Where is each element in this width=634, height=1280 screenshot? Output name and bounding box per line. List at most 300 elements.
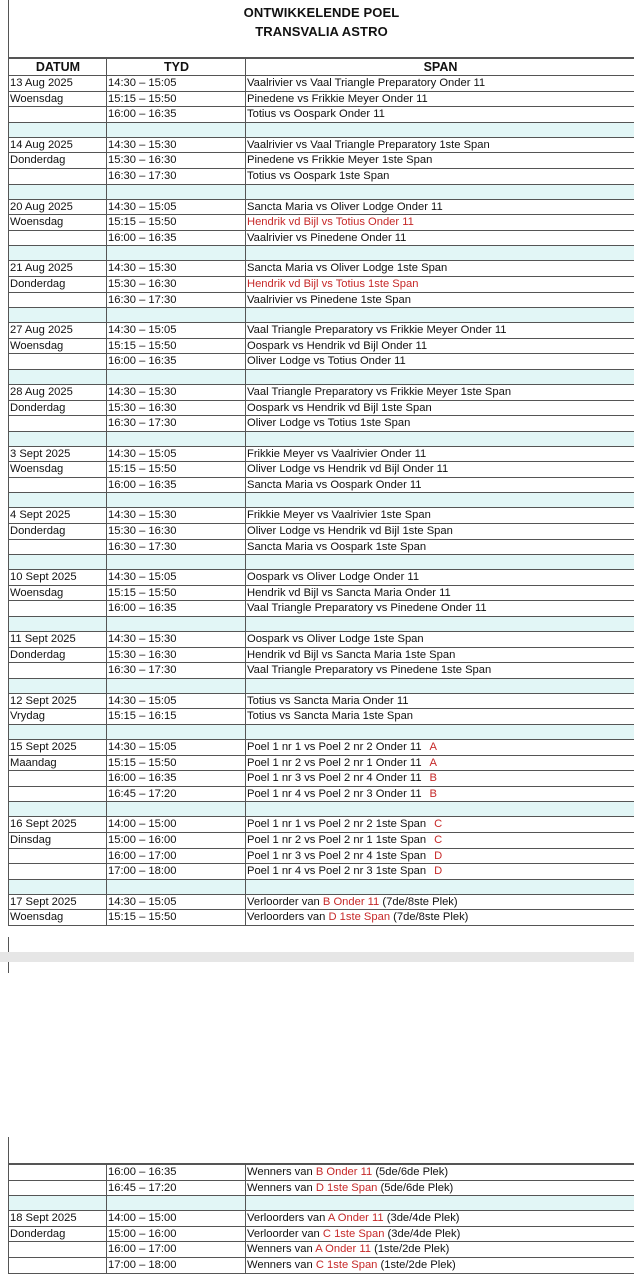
schedule-table-continued — [8, 1164, 634, 1274]
time-cell: 15:30 – 16:30 — [107, 400, 246, 416]
spacer-row — [9, 555, 634, 570]
spacer-row — [9, 184, 634, 199]
time-cell: 16:00 – 17:00 — [107, 848, 246, 864]
match-text: Vaalrivier vs Vaal Triangle Preparatory 1ste Span — [247, 138, 490, 151]
date-cell: 20 Aug 2025 — [9, 199, 107, 215]
date-cell — [9, 354, 107, 370]
time-cell: 16:30 – 17:30 — [107, 416, 246, 432]
match-row — [9, 524, 634, 540]
match-cell — [246, 446, 634, 462]
match-text: Poel 1 nr 2 vs Poel 2 nr 1 1ste Span — [247, 833, 427, 846]
match-suffix: (3de/4de Plek) — [383, 1212, 460, 1225]
spacer-row — [9, 678, 634, 693]
match-text: Hendrik vd Bijl vs Totius 1ste Span — [247, 277, 419, 290]
match-prefix: Wenners van — [247, 1181, 316, 1194]
date-cell — [9, 1257, 107, 1273]
time-cell: 14:30 – 15:30 — [107, 508, 246, 524]
spacer-cell — [9, 493, 107, 508]
match-row — [9, 647, 634, 663]
match-text: Vaal Triangle Preparatory vs Pinedene 1ste Span — [247, 664, 492, 677]
match-text: Poel 1 nr 1 vs Poel 2 nr 2 Onder 11 — [247, 741, 422, 753]
time-cell: 15:30 – 16:30 — [107, 153, 246, 169]
match-text: Poel 1 nr 3 vs Poel 2 nr 4 1ste Span — [247, 849, 427, 862]
match-suffix: (5de/6de Plek) — [377, 1181, 454, 1194]
match-row — [9, 817, 634, 833]
match-row — [9, 709, 634, 725]
spacer-cell — [107, 879, 246, 894]
match-row — [9, 755, 634, 771]
match-prefix: Verloorders van — [247, 1212, 328, 1225]
match-row — [9, 384, 634, 400]
match-cell — [246, 709, 634, 725]
match-cell — [246, 524, 634, 540]
match-cell — [246, 400, 634, 416]
schedule-body — [9, 76, 634, 926]
spacer-cell — [246, 802, 634, 817]
match-text: Oliver Lodge vs Totius Onder 11 — [247, 355, 406, 368]
date-cell — [9, 1165, 107, 1181]
date-cell: Donderdag — [9, 524, 107, 540]
date-cell: Woensdag — [9, 585, 107, 601]
time-cell: 16:00 – 16:35 — [107, 771, 246, 787]
spacer-cell — [9, 617, 107, 632]
time-cell: 14:30 – 15:05 — [107, 323, 246, 339]
date-cell — [9, 230, 107, 246]
match-cell — [246, 1226, 634, 1242]
spacer-cell — [9, 369, 107, 384]
match-row — [9, 848, 634, 864]
date-cell — [9, 848, 107, 864]
date-cell — [9, 771, 107, 787]
spacer-cell — [246, 184, 634, 199]
time-cell: 15:30 – 16:30 — [107, 647, 246, 663]
spacer-row — [9, 122, 634, 137]
match-text: Poel 1 nr 2 vs Poel 2 nr 1 Onder 11 — [247, 756, 422, 769]
match-row — [9, 894, 634, 910]
match-text: Oospark vs Hendrik vd Bijl 1ste Span — [247, 401, 432, 414]
schedule-page-2 — [8, 1137, 634, 1274]
spacer-cell — [9, 1196, 107, 1211]
time-cell: 16:30 – 17:30 — [107, 292, 246, 308]
spacer-cell — [9, 802, 107, 817]
time-cell: 16:45 – 17:20 — [107, 1180, 246, 1196]
match-cell — [246, 323, 634, 339]
spacer-cell — [246, 555, 634, 570]
match-cell — [246, 292, 634, 308]
match-highlight: C 1ste Span — [315, 1258, 378, 1271]
spacer-cell — [107, 369, 246, 384]
title-line-1: ONTWIKKELENDE POEL — [243, 5, 400, 20]
date-cell — [9, 416, 107, 432]
time-cell: 14:30 – 15:05 — [107, 693, 246, 709]
spacer-cell — [107, 493, 246, 508]
match-row — [9, 215, 634, 231]
match-text: Sancta Maria vs Oospark Onder 11 — [247, 478, 422, 491]
match-text: Totius vs Sancta Maria 1ste Span — [247, 710, 414, 723]
time-cell: 14:30 – 15:05 — [107, 894, 246, 910]
time-cell: 15:00 – 16:00 — [107, 832, 246, 848]
match-cell — [246, 137, 634, 153]
spacer-cell — [246, 122, 634, 137]
match-prefix: Verloorder van — [247, 1227, 323, 1240]
match-text: Hendrik vd Bijl vs Sancta Maria 1ste Span — [247, 648, 456, 661]
match-suffix: (1ste/2de Plek) — [370, 1243, 450, 1256]
spacer-cell — [107, 617, 246, 632]
match-text: Totius vs Sancta Maria Onder 11 — [247, 694, 409, 707]
spacer-cell — [107, 184, 246, 199]
spacer-row — [9, 725, 634, 740]
match-highlight: A Onder 11 — [327, 1212, 384, 1225]
match-row — [9, 508, 634, 524]
time-cell: 14:30 – 15:30 — [107, 261, 246, 277]
header-datum: DATUM — [9, 59, 107, 76]
match-cell — [246, 693, 634, 709]
match-text: Sancta Maria vs Oliver Lodge Onder 11 — [247, 200, 443, 213]
spacer-cell — [246, 431, 634, 446]
match-group-mark: A — [429, 741, 438, 753]
match-row — [9, 740, 634, 756]
match-row — [9, 693, 634, 709]
match-text: Frikkie Meyer vs Vaalrivier Onder 11 — [247, 447, 427, 460]
match-row — [9, 1165, 634, 1181]
match-text: Oliver Lodge vs Hendrik vd Bijl 1ste Span — [247, 525, 453, 538]
match-cell — [246, 508, 634, 524]
date-cell — [9, 864, 107, 880]
match-row — [9, 338, 634, 354]
match-row — [9, 539, 634, 555]
date-cell: Maandag — [9, 755, 107, 771]
match-cell — [246, 215, 634, 231]
time-cell: 14:00 – 15:00 — [107, 1211, 246, 1227]
match-row — [9, 400, 634, 416]
header-row — [9, 59, 634, 76]
match-row — [9, 585, 634, 601]
spacer-cell — [9, 678, 107, 693]
time-cell: 15:15 – 15:50 — [107, 215, 246, 231]
header-tyd: TYD — [107, 59, 246, 76]
date-cell: 12 Sept 2025 — [9, 693, 107, 709]
time-cell: 14:30 – 15:30 — [107, 384, 246, 400]
match-text: Hendrik vd Bijl vs Sancta Maria Onder 11 — [247, 586, 451, 599]
match-text: Poel 1 nr 4 vs Poel 2 nr 3 Onder 11 — [247, 787, 422, 800]
spacer-cell — [246, 617, 634, 632]
date-cell — [9, 786, 107, 802]
date-cell — [9, 477, 107, 493]
date-cell: 14 Aug 2025 — [9, 137, 107, 153]
match-row — [9, 323, 634, 339]
match-row — [9, 1226, 634, 1242]
time-cell: 15:15 – 15:50 — [107, 91, 246, 107]
match-group-mark: D — [434, 849, 443, 862]
date-cell: 21 Aug 2025 — [9, 261, 107, 277]
time-cell: 16:00 – 16:35 — [107, 230, 246, 246]
match-row — [9, 168, 634, 184]
date-cell — [9, 292, 107, 308]
date-cell: Donderdag — [9, 153, 107, 169]
date-cell — [9, 1180, 107, 1196]
spacer-cell — [246, 678, 634, 693]
date-cell — [9, 107, 107, 123]
date-cell: 18 Sept 2025 — [9, 1211, 107, 1227]
match-text: Vaal Triangle Preparatory vs Pinedene Onder 11 — [247, 602, 487, 615]
time-cell: 14:30 – 15:30 — [107, 137, 246, 153]
match-cell — [246, 276, 634, 292]
match-text: Pinedene vs Frikkie Meyer Onder 11 — [247, 92, 428, 105]
spacer-cell — [107, 122, 246, 137]
match-group-mark: D — [434, 865, 443, 878]
match-text: Vaalrivier vs Pinedene 1ste Span — [247, 293, 411, 306]
time-cell: 15:15 – 15:50 — [107, 755, 246, 771]
match-prefix: Wenners van — [247, 1243, 316, 1256]
match-row — [9, 786, 634, 802]
spacer-cell — [107, 802, 246, 817]
spacer-cell — [107, 1196, 246, 1211]
time-cell: 15:15 – 15:50 — [107, 462, 246, 478]
match-cell — [246, 76, 634, 92]
match-row — [9, 462, 634, 478]
spacer-cell — [107, 725, 246, 740]
match-row — [9, 1242, 634, 1258]
match-text: Vaalrivier vs Vaal Triangle Preparatory Onder 11 — [247, 77, 486, 89]
match-cell — [246, 848, 634, 864]
match-row — [9, 76, 634, 92]
date-cell: 4 Sept 2025 — [9, 508, 107, 524]
time-cell: 14:30 – 15:05 — [107, 199, 246, 215]
time-cell: 16:30 – 17:30 — [107, 663, 246, 679]
match-text: Vaal Triangle Preparatory vs Frikkie Meyer Onder 11 — [247, 324, 507, 337]
spacer-cell — [9, 879, 107, 894]
match-suffix: (3de/4de Plek) — [384, 1227, 461, 1240]
spacer-cell — [9, 431, 107, 446]
match-text: Totius vs Oospark Onder 11 — [247, 108, 385, 121]
match-row — [9, 771, 634, 787]
match-row — [9, 1180, 634, 1196]
page-break — [0, 952, 634, 962]
match-text: Oospark vs Oliver Lodge 1ste Span — [247, 633, 424, 646]
match-cell — [246, 910, 634, 926]
header-span: SPAN — [246, 59, 634, 76]
match-cell — [246, 338, 634, 354]
match-cell — [246, 894, 634, 910]
time-cell: 14:30 – 15:05 — [107, 570, 246, 586]
match-cell — [246, 864, 634, 880]
match-highlight: D 1ste Span — [315, 1181, 378, 1194]
match-text: Vaalrivier vs Pinedene Onder 11 — [247, 231, 407, 244]
spacer-cell — [107, 431, 246, 446]
date-cell: 15 Sept 2025 — [9, 740, 107, 756]
match-row — [9, 153, 634, 169]
match-cell — [246, 1180, 634, 1196]
match-cell — [246, 230, 634, 246]
schedule-title — [8, 0, 634, 58]
match-cell — [246, 462, 634, 478]
match-cell — [246, 354, 634, 370]
spacer-row — [9, 617, 634, 632]
match-cell — [246, 91, 634, 107]
time-cell: 16:45 – 17:20 — [107, 786, 246, 802]
spacer-cell — [246, 1196, 634, 1211]
time-cell: 16:00 – 16:35 — [107, 107, 246, 123]
match-highlight: D 1ste Span — [328, 911, 391, 924]
spacer-row — [9, 431, 634, 446]
date-cell: 16 Sept 2025 — [9, 817, 107, 833]
spacer-row — [9, 879, 634, 894]
spacer-row — [9, 308, 634, 323]
match-cell — [246, 107, 634, 123]
date-cell — [9, 663, 107, 679]
spacer-row — [9, 802, 634, 817]
match-text: Poel 1 nr 1 vs Poel 2 nr 2 1ste Span — [247, 818, 427, 831]
match-highlight: A Onder 11 — [315, 1243, 371, 1256]
match-prefix: Verloorders van — [247, 911, 329, 924]
match-highlight: C 1ste Span — [322, 1227, 385, 1240]
date-cell — [9, 539, 107, 555]
spacer-cell — [107, 678, 246, 693]
title-line-2: TRANSVALIA ASTRO — [255, 24, 388, 39]
time-cell: 17:00 – 18:00 — [107, 864, 246, 880]
match-cell — [246, 477, 634, 493]
match-row — [9, 1257, 634, 1273]
match-row — [9, 199, 634, 215]
spacer-row — [9, 493, 634, 508]
match-row — [9, 416, 634, 432]
match-cell — [246, 771, 634, 787]
date-cell: Donderdag — [9, 400, 107, 416]
time-cell: 17:00 – 18:00 — [107, 1257, 246, 1273]
match-cell — [246, 1242, 634, 1258]
spacer-cell — [246, 246, 634, 261]
match-cell — [246, 585, 634, 601]
match-row — [9, 230, 634, 246]
date-cell: 28 Aug 2025 — [9, 384, 107, 400]
spacer-cell — [9, 184, 107, 199]
spacer-cell — [246, 308, 634, 323]
match-suffix: (5de/6de Plek) — [372, 1166, 449, 1178]
match-row — [9, 832, 634, 848]
time-cell: 15:15 – 16:15 — [107, 709, 246, 725]
schedule-body-continued — [9, 1165, 634, 1274]
match-row — [9, 261, 634, 277]
date-cell: Donderdag — [9, 276, 107, 292]
date-cell — [9, 1242, 107, 1258]
time-cell: 16:00 – 17:00 — [107, 1242, 246, 1258]
spacer-cell — [246, 725, 634, 740]
match-text: Poel 1 nr 4 vs Poel 2 nr 3 1ste Span — [247, 865, 427, 878]
match-suffix: (7de/8ste Plek) — [379, 895, 458, 908]
spacer-cell — [107, 246, 246, 261]
match-cell — [246, 539, 634, 555]
date-cell: 10 Sept 2025 — [9, 570, 107, 586]
match-cell — [246, 416, 634, 432]
match-highlight: B Onder 11 — [315, 1166, 373, 1178]
schedule-page-1 — [8, 0, 634, 926]
match-prefix: Verloorder van — [247, 895, 323, 908]
match-cell — [246, 663, 634, 679]
match-text: Frikkie Meyer vs Vaalrivier 1ste Span — [247, 509, 431, 522]
match-suffix: (1ste/2de Plek) — [377, 1258, 456, 1271]
match-group-mark: A — [429, 756, 438, 769]
spacer-row — [9, 369, 634, 384]
date-cell: 17 Sept 2025 — [9, 894, 107, 910]
match-row — [9, 570, 634, 586]
match-row — [9, 864, 634, 880]
match-row — [9, 446, 634, 462]
time-cell: 15:00 – 16:00 — [107, 1226, 246, 1242]
page-2-top — [8, 1137, 634, 1164]
date-cell: 27 Aug 2025 — [9, 323, 107, 339]
date-cell: Dinsdag — [9, 832, 107, 848]
match-cell — [246, 632, 634, 648]
match-prefix: Wenners van — [247, 1166, 316, 1178]
match-cell — [246, 786, 634, 802]
match-row — [9, 910, 634, 926]
match-row — [9, 477, 634, 493]
time-cell: 16:30 – 17:30 — [107, 168, 246, 184]
date-cell: Woensdag — [9, 462, 107, 478]
spacer-cell — [9, 122, 107, 137]
date-cell: 3 Sept 2025 — [9, 446, 107, 462]
match-highlight: B Onder 11 — [322, 895, 380, 908]
schedule-table — [8, 58, 634, 926]
match-group-mark: C — [434, 833, 443, 846]
spacer-cell — [246, 369, 634, 384]
match-cell — [246, 755, 634, 771]
match-row — [9, 601, 634, 617]
match-text: Pinedene vs Frikkie Meyer 1ste Span — [247, 154, 433, 167]
match-cell — [246, 740, 634, 756]
match-text: Vaal Triangle Preparatory vs Frikkie Meyer 1ste Span — [247, 385, 512, 398]
match-group-mark: B — [429, 787, 438, 800]
match-text: Oospark vs Hendrik vd Bijl Onder 11 — [247, 339, 428, 352]
time-cell: 15:30 – 16:30 — [107, 276, 246, 292]
date-cell: Vrydag — [9, 709, 107, 725]
time-cell: 15:15 – 15:50 — [107, 585, 246, 601]
time-cell: 15:15 – 15:50 — [107, 910, 246, 926]
time-cell: 15:15 – 15:50 — [107, 338, 246, 354]
match-cell — [246, 601, 634, 617]
spacer-row — [9, 1196, 634, 1211]
time-cell: 16:00 – 16:35 — [107, 601, 246, 617]
date-cell — [9, 601, 107, 617]
date-cell: Woensdag — [9, 338, 107, 354]
match-text: Poel 1 nr 3 vs Poel 2 nr 4 Onder 11 — [247, 772, 422, 785]
time-cell: 14:30 – 15:05 — [107, 76, 246, 92]
date-cell: Donderdag — [9, 1226, 107, 1242]
match-row — [9, 91, 634, 107]
spacer-cell — [9, 555, 107, 570]
date-cell: 11 Sept 2025 — [9, 632, 107, 648]
match-group-mark: C — [434, 818, 443, 831]
match-row — [9, 632, 634, 648]
match-row — [9, 107, 634, 123]
spacer-cell — [9, 246, 107, 261]
match-suffix: (7de/8ste Plek) — [390, 911, 469, 924]
match-cell — [246, 832, 634, 848]
spacer-cell — [9, 725, 107, 740]
match-row — [9, 663, 634, 679]
match-row — [9, 276, 634, 292]
match-row — [9, 1211, 634, 1227]
match-text: Oospark vs Oliver Lodge Onder 11 — [247, 571, 420, 584]
match-cell — [246, 1257, 634, 1273]
time-cell: 16:30 – 17:30 — [107, 539, 246, 555]
match-cell — [246, 153, 634, 169]
time-cell: 16:00 – 16:35 — [107, 354, 246, 370]
date-cell — [9, 168, 107, 184]
time-cell: 14:30 – 15:05 — [107, 740, 246, 756]
date-cell: Woensdag — [9, 910, 107, 926]
spacer-cell — [107, 308, 246, 323]
